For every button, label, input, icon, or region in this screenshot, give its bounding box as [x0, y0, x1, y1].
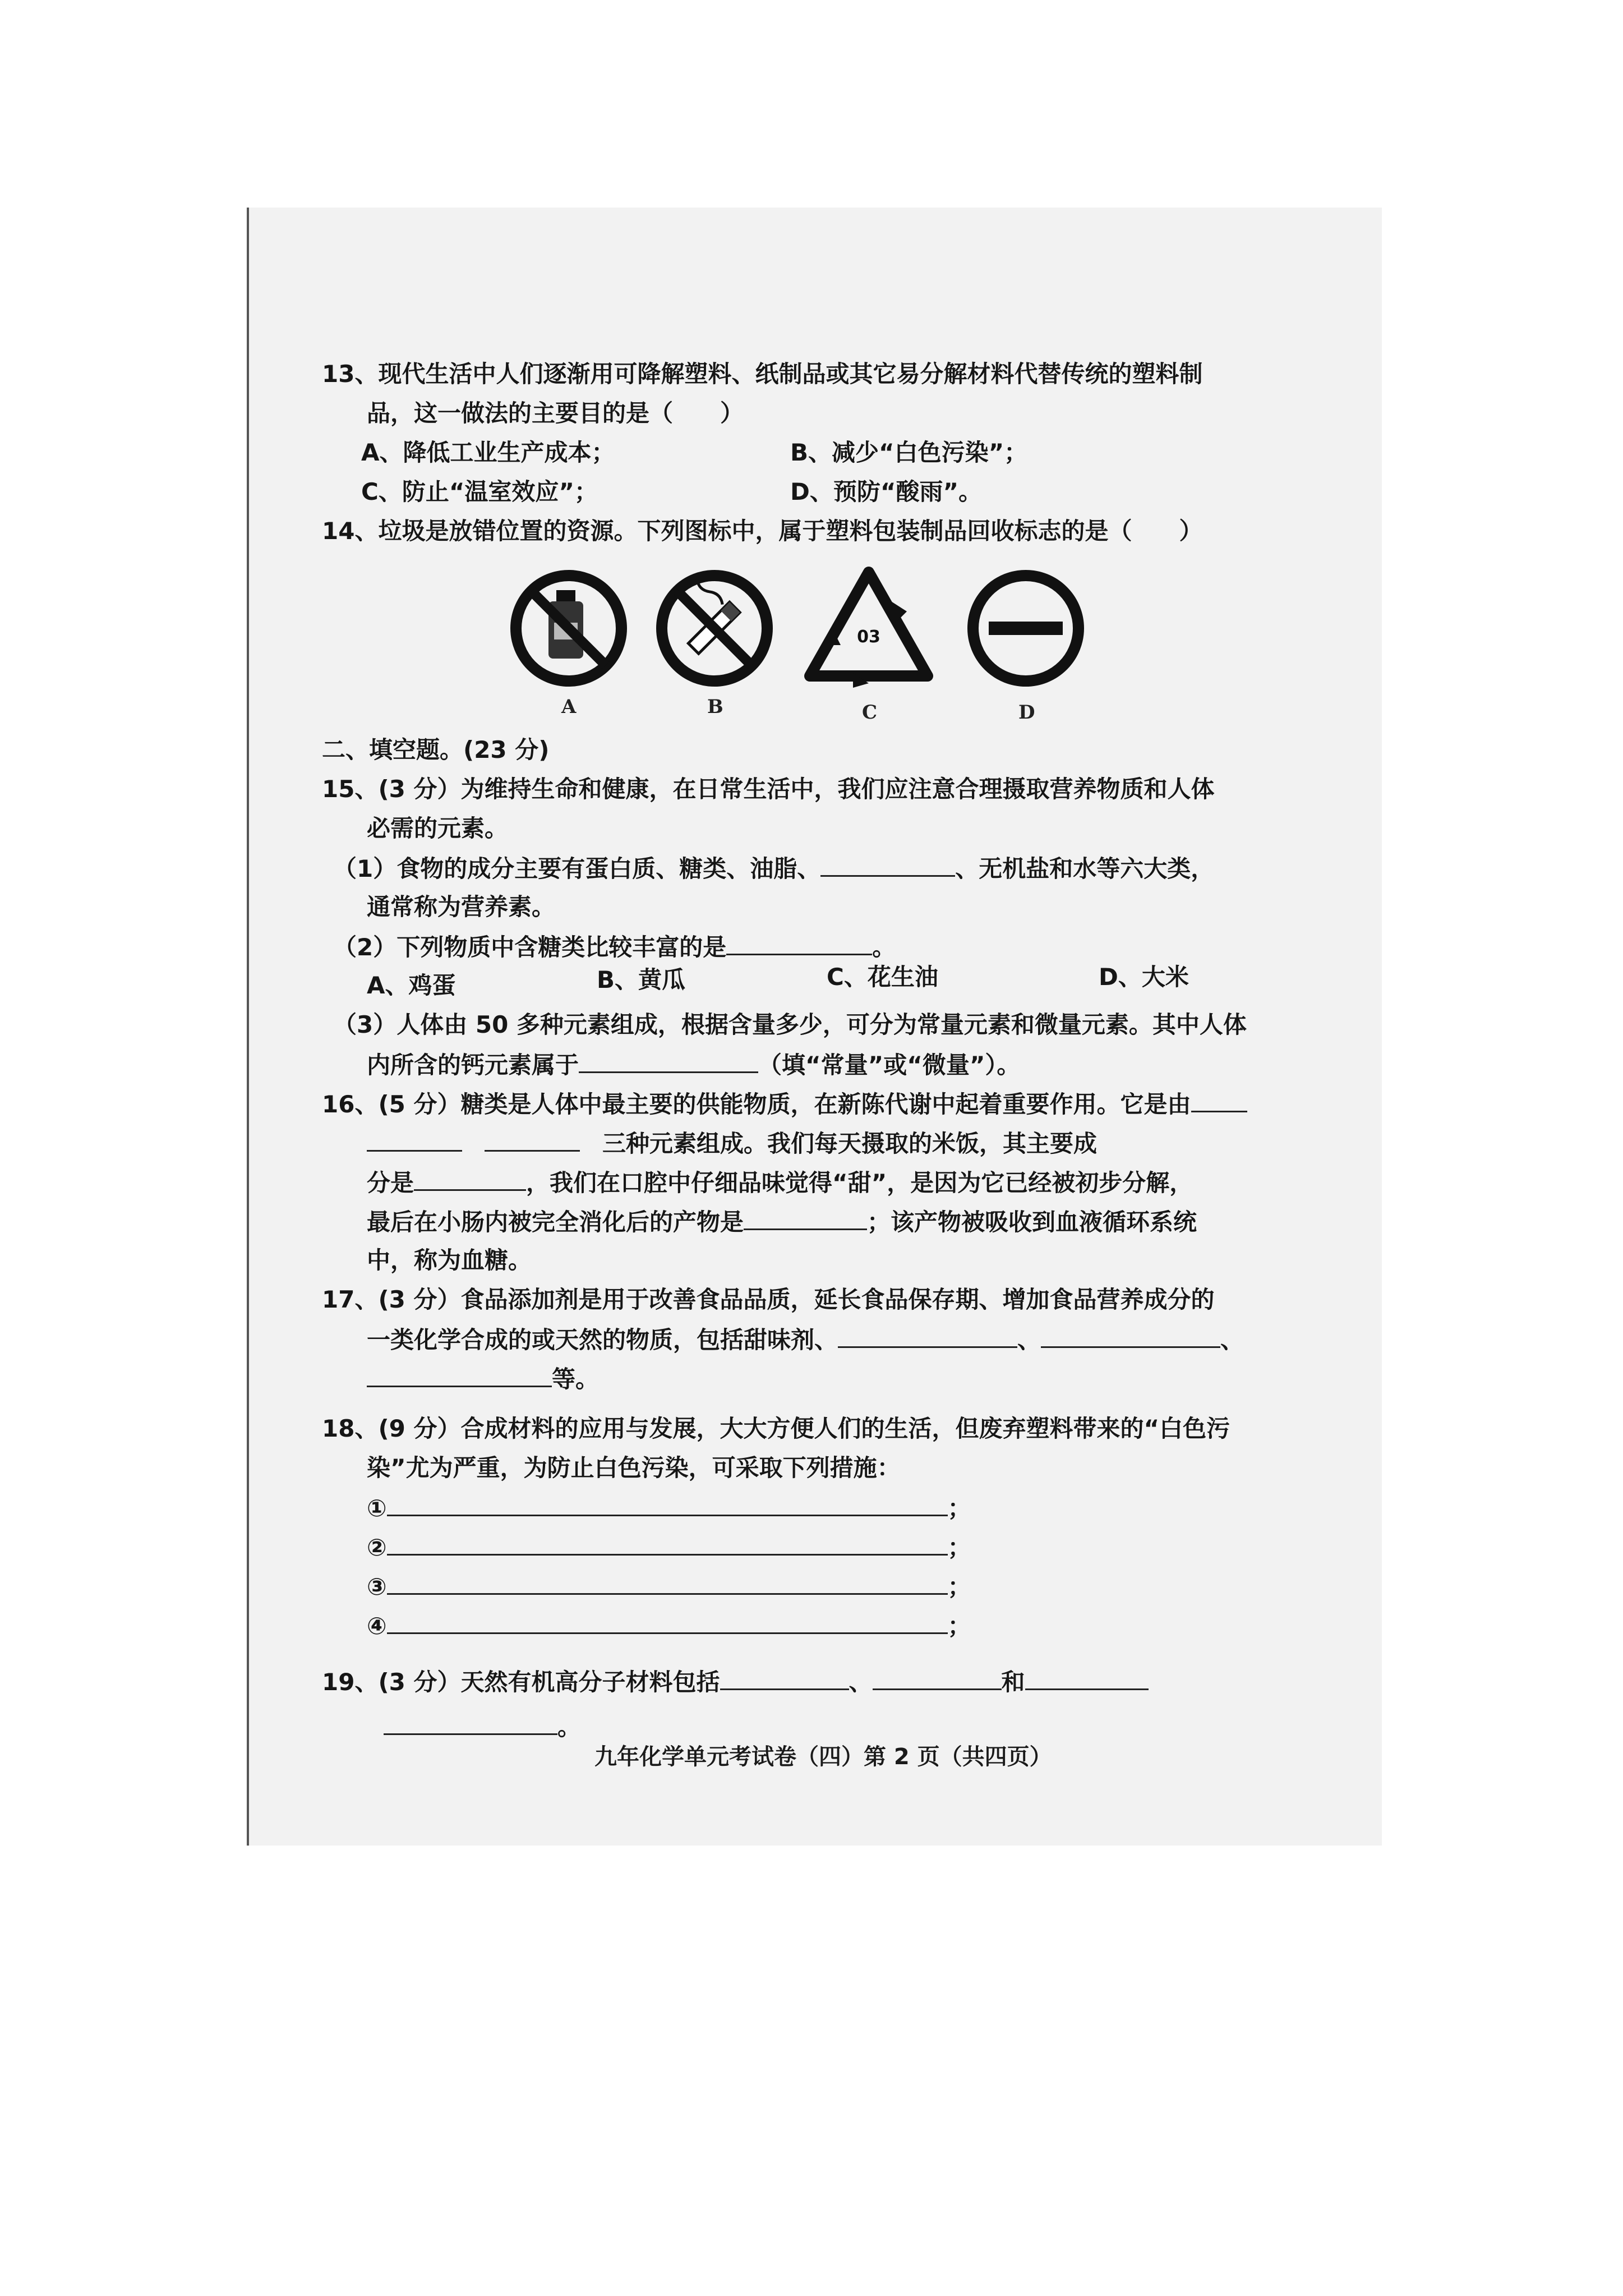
- q18-stem-line1: 18、(9 分）合成材料的应用与发展，大大方便人们的生活，但废弃塑料带来的“白色污: [322, 1415, 1230, 1442]
- q15-part1-cont: 通常称为营养素。: [367, 893, 556, 921]
- section-2-title: 二、填空题。(23 分): [322, 736, 550, 763]
- q15-part1-text-b: 、无机盐和水等六大类，: [955, 855, 1215, 882]
- q15-part3-line2: [367, 1049, 1020, 1080]
- q17-line3-end: 等。: [552, 1365, 600, 1393]
- q16-stem-line1: [322, 1088, 1247, 1120]
- recycle-code-text: 03: [857, 627, 880, 647]
- q18-item-3-end: ；: [947, 1573, 971, 1600]
- no-entry-sign-icon: [964, 567, 1087, 690]
- q19-and: 和: [1001, 1668, 1025, 1696]
- q15-stem-line2: 必需的元素。: [367, 815, 509, 842]
- q17-blank-2[interactable]: [1041, 1324, 1220, 1348]
- q13-option-b: B、减少“白色污染”；: [790, 439, 1028, 466]
- q16-stem-line4: [367, 1206, 1197, 1237]
- q15-part3-line1: （3）人体由 50 多种元素组成，根据含量多少，可分为常量元素和微量元素。其中人体: [333, 1011, 1247, 1038]
- q17-sep-2: 、: [1220, 1326, 1244, 1354]
- q15-part2-text: （2）下列物质中含糖类比较丰富的是: [333, 933, 727, 961]
- q15-option-c: C、花生油: [827, 963, 938, 991]
- q16-blank-1[interactable]: [1191, 1088, 1247, 1112]
- q18-item-4-end: ；: [947, 1612, 971, 1640]
- q13-option-c: C、防止“温室效应”；: [361, 478, 598, 505]
- q16-stem-line5: 中，称为血糖。: [367, 1246, 532, 1274]
- q19-blank-4[interactable]: [384, 1711, 557, 1735]
- page-footer: 九年化学单元考试卷（四）第 2 页（共四页）: [594, 1744, 1052, 1770]
- q18-item-1: [367, 1492, 971, 1524]
- q18-item-3: [367, 1571, 971, 1602]
- q19-end: 。: [557, 1713, 582, 1741]
- q16-blank-5[interactable]: [744, 1206, 867, 1230]
- q19-blank-1[interactable]: [720, 1666, 849, 1690]
- q19-stem-line1: [322, 1666, 1149, 1697]
- q18-item-1-marker: ①: [367, 1494, 387, 1522]
- scanned-exam-page: [247, 208, 1382, 1846]
- q18-item-2-blank[interactable]: [387, 1531, 948, 1556]
- q18-item-4-marker: ④: [367, 1612, 387, 1640]
- q16-line2-text: 三种元素组成。我们每天摄取的米饭，其主要成: [602, 1130, 1098, 1157]
- q18-item-4-blank[interactable]: [387, 1610, 948, 1634]
- q15-part3-blank[interactable]: [579, 1049, 758, 1073]
- q13-stem-line2: 品，这一做法的主要目的是（ ）: [367, 399, 744, 427]
- q15-option-a: A、鸡蛋: [367, 972, 456, 999]
- q19-stem-line2: [384, 1711, 581, 1742]
- recycling-symbol-icon: [801, 561, 936, 690]
- q18-item-2: [367, 1531, 971, 1563]
- q13-stem-line1: 13、现代生活中人们逐渐用可降解塑料、纸制品或其它易分解材料代替传统的塑料制: [322, 360, 1203, 388]
- q15-part3-text: 内所含的钙元素属于: [367, 1051, 579, 1079]
- q15-part1: [333, 853, 1214, 884]
- q15-stem-line1: 15、(3 分）为维持生命和健康，在日常生活中，我们应注意合理摄取营养物质和人体: [322, 775, 1215, 803]
- q15-option-d: D、大米: [1099, 963, 1189, 991]
- q15-option-b: B、黄瓜: [597, 966, 686, 993]
- q16-line4-text-b: ；该产物被吸收到血液循环系统: [867, 1208, 1197, 1236]
- q17-stem-line3: [367, 1363, 599, 1395]
- symbol-label-a: A: [561, 696, 577, 718]
- symbol-label-c: C: [862, 701, 878, 724]
- q16-line3-text-b: ，我们在口腔中仔细品味觉得“甜”，是因为它已经被初步分解，: [526, 1169, 1193, 1197]
- q16-blank-4[interactable]: [414, 1167, 526, 1191]
- q15-part1-text-a: （1）食物的成分主要有蛋白质、糖类、油脂、: [333, 855, 821, 882]
- q13-option-a: A、降低工业生产成本；: [361, 439, 615, 466]
- q16-blank-2[interactable]: [367, 1128, 462, 1152]
- q16-line3-text-a: 分是: [367, 1169, 414, 1197]
- q16-blank-3[interactable]: [485, 1128, 580, 1152]
- q15-part3-end: （填“常量”或“微量”）。: [758, 1051, 1021, 1079]
- q15-part2-blank[interactable]: [726, 931, 872, 955]
- no-smoking-sign-icon: [653, 567, 776, 690]
- q17-blank-3[interactable]: [367, 1363, 552, 1387]
- q16-line4-text-a: 最后在小肠内被完全消化后的产物是: [367, 1208, 744, 1236]
- q17-stem-line1: 17、(3 分）食品添加剂是用于改善食品品质，延长食品保存期、增加食品营养成分的: [322, 1286, 1215, 1313]
- q18-stem-line2: 染”尤为严重，为防止白色污染，可采取下列措施：: [367, 1454, 901, 1481]
- q18-item-3-marker: ③: [367, 1573, 387, 1600]
- q15-part2: [333, 931, 896, 963]
- q18-item-1-blank[interactable]: [387, 1492, 948, 1516]
- symbol-label-d: D: [1018, 701, 1035, 724]
- q19-sep: 、: [849, 1668, 873, 1696]
- q19-blank-2[interactable]: [873, 1666, 1002, 1690]
- q16-stem-line2: [367, 1128, 1097, 1159]
- q17-stem-line2: [367, 1324, 1244, 1355]
- q18-item-4: [367, 1610, 971, 1641]
- q17-sep-1: 、: [1017, 1326, 1041, 1354]
- q13-option-d: D、预防“酸雨”。: [790, 478, 983, 505]
- q15-part2-end: 。: [872, 933, 896, 961]
- symbol-label-b: B: [707, 696, 723, 718]
- q19-text: 19、(3 分）天然有机高分子材料包括: [322, 1668, 720, 1696]
- q17-line2-text: 一类化学合成的或天然的物质，包括甜味剂、: [367, 1326, 838, 1354]
- q16-stem-line3: [367, 1167, 1193, 1198]
- q18-item-2-marker: ②: [367, 1534, 387, 1561]
- q19-blank-3[interactable]: [1025, 1666, 1149, 1690]
- q16-line1-text: 16、(5 分）糖类是人体中最主要的供能物质，在新陈代谢中起着重要作用。它是由: [322, 1091, 1191, 1118]
- q17-blank-1[interactable]: [838, 1324, 1017, 1348]
- q18-item-2-end: ；: [947, 1534, 971, 1561]
- q18-item-1-end: ；: [947, 1494, 971, 1522]
- q14-stem: 14、垃圾是放错位置的资源。下列图标中，属于塑料包装制品回收标志的是（ ）: [322, 517, 1203, 545]
- q15-part1-blank[interactable]: [820, 853, 955, 877]
- q18-item-3-blank[interactable]: [387, 1571, 948, 1595]
- no-bottle-sign-icon: [507, 567, 630, 690]
